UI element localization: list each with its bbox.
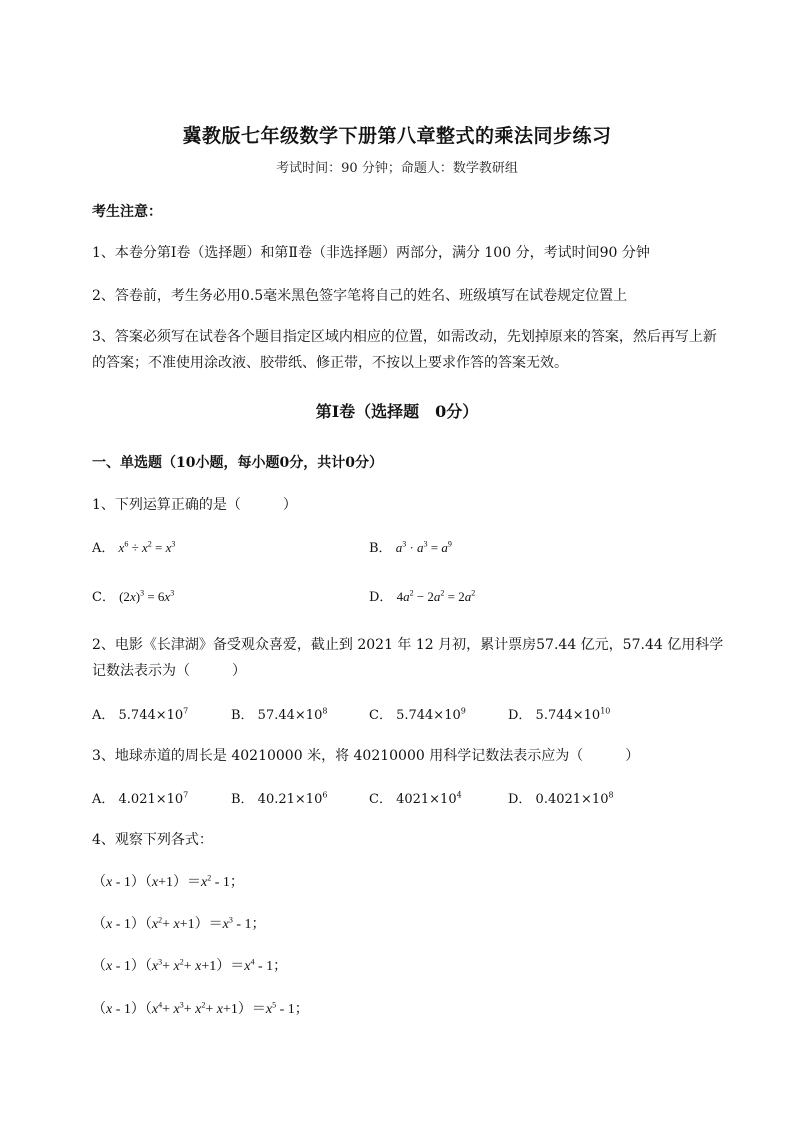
option-c-formula: $(2x)^3 = 6x^3$ (119, 588, 175, 604)
option-text: D． 0.4021×10 (508, 792, 609, 807)
question-3-stem: 3、地球赤道的周长是 40210000 米，将 40210000 用科学记数法表示应为（ ） (92, 748, 640, 764)
question-4-stem: 4、观察下列各式： (92, 832, 213, 848)
option-a-label: A． (92, 541, 115, 556)
notice-heading: 考生注意： (92, 204, 162, 220)
question-2-option-b (231, 704, 327, 723)
question-1-option-d (369, 586, 475, 605)
question-1-option-c (92, 586, 174, 605)
question-1-option-a (92, 537, 175, 556)
question-2-option-d (508, 704, 610, 723)
option-exponent: 7 (183, 706, 189, 716)
question-1-option-b (369, 537, 452, 556)
option-text: B． 57.44×10 (231, 708, 323, 723)
question-1-stem: 1、下列运算正确的是（ ） (92, 497, 297, 513)
exam-info: 考试时间：90 分钟；命题人：数学教研组 (276, 161, 518, 176)
question-2-option-c (369, 704, 466, 723)
option-d-label: D． (369, 590, 393, 605)
notice-item-3-line-1: 3、答案必须写在试卷各个题目指定区域内相应的位置，如需改动，先划掉原来的答案，然后再写上新 (92, 329, 717, 345)
option-text: D． 5.744×10 (508, 708, 601, 723)
question-4-formula-4: $(x - 1)(x^4+ x^3+ x^2+ x+1)=x^5 - 1$； (92, 1000, 309, 1017)
question-3-option-a (92, 788, 188, 807)
question-4-formula-3: $(x - 1)(x^3+ x^2+ x+1)=x^4 - 1$； (92, 957, 288, 974)
option-text: C． 4021×10 (369, 792, 457, 807)
page-title: 冀教版七年级数学下册第八章整式的乘法同步练习 (182, 125, 612, 147)
option-exponent: 10 (600, 706, 611, 716)
option-exponent: 6 (322, 790, 328, 800)
question-2-option-a (92, 704, 188, 723)
notice-item-1: 1、本卷分第Ⅰ卷（选择题）和第Ⅱ卷（非选择题）两部分，满分 100 分，考试时间90 分钟 (92, 245, 650, 261)
option-text: C． 5.744×10 (369, 708, 461, 723)
option-text: A． 5.744×10 (92, 708, 184, 723)
question-2-line-1: 2、电影《长津湖》备受观众喜爱，截止到 2021 年 12 月初，累计票房57.44 亿元，57.44 亿用科学 (92, 637, 724, 653)
notice-item-3-line-2: 的答案；不准使用涂改液、胶带纸、修正带，不按以上要求作答的答案无效。 (92, 355, 568, 371)
question-2-line-2: 记数法表示为（ ） (92, 663, 246, 679)
option-c-label: C． (92, 590, 115, 605)
question-3-option-b (231, 788, 327, 807)
section-heading: 一、单选题（10小题，每小题0分，共计0分） (92, 455, 383, 471)
option-exponent: 4 (456, 790, 462, 800)
option-exponent: 8 (322, 706, 328, 716)
section-title: 第Ⅰ卷（选择题 0分） (315, 402, 479, 421)
option-a-formula: $x^6 \div x^2 = x^3$ (118, 539, 176, 555)
question-3-option-d (508, 788, 614, 807)
question-4-formula-2: $(x - 1)(x^2+ x+1)=x^3 - 1$； (92, 915, 266, 932)
option-exponent: 9 (460, 706, 466, 716)
question-4-formula-1: $(x - 1)(x+1)=x^2 - 1$； (92, 873, 244, 890)
option-b-formula: $a^3 \cdot a^3 = a^9$ (395, 539, 452, 555)
option-d-formula: $4a^2 - 2a^2 = 2a^2$ (396, 588, 476, 604)
notice-item-2: 2、答卷前，考生务必用0.5毫米黑色签字笔将自己的姓名、班级填写在试卷规定位置上 (92, 288, 628, 304)
option-text: B． 40.21×10 (231, 792, 323, 807)
question-3-option-c (369, 788, 462, 807)
option-b-label: B． (369, 541, 392, 556)
option-exponent: 7 (183, 790, 189, 800)
option-exponent: 8 (608, 790, 614, 800)
option-text: A． 4.021×10 (92, 792, 184, 807)
